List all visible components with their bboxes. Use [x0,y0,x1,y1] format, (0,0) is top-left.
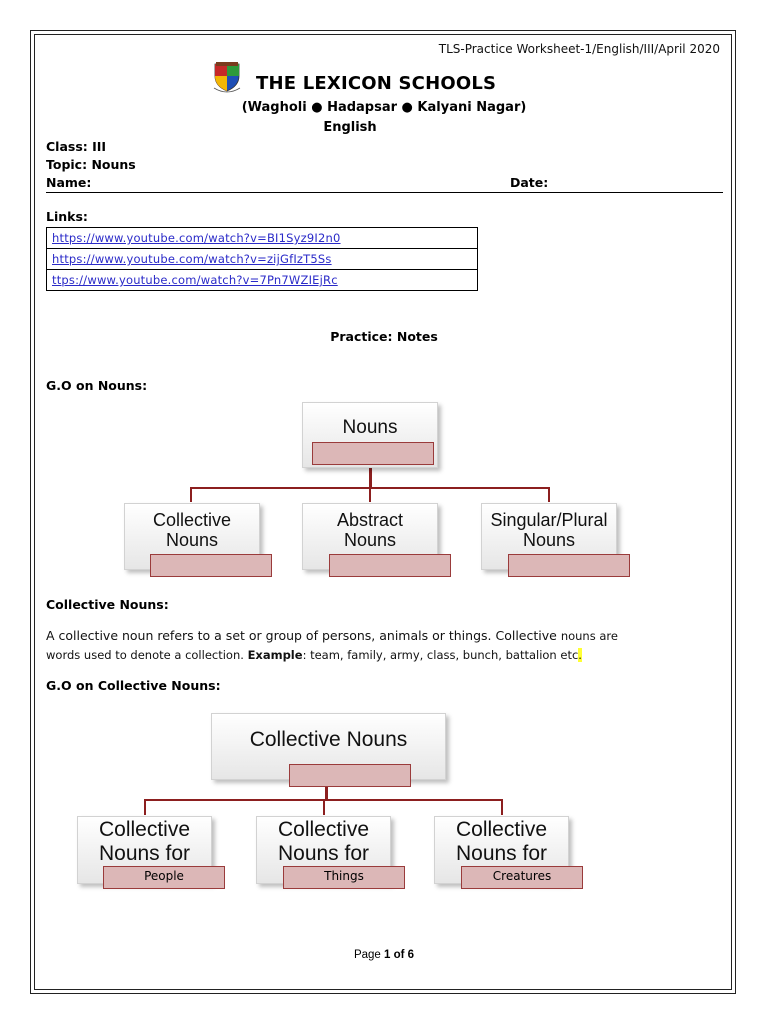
go-collective-label: G.O on Collective Nouns: [46,678,221,693]
page-label: Page [353,949,384,961]
total-pages: 6 [407,949,415,961]
node-tag [289,764,411,787]
header-divider [46,192,723,193]
example-label: Example [247,648,303,662]
topic-line: Topic: Nouns [46,157,136,172]
connector-line [369,467,372,488]
node-label: Singular/Plural Nouns [490,510,608,551]
node-label: Collective Nouns for [277,818,370,865]
worksheet-reference: TLS-Practice Worksheet-1/English/III/April 2020 [438,42,720,56]
connector-line [190,487,192,502]
node-label: Abstract Nouns [336,510,404,551]
node-tag [150,554,272,577]
node-tag [329,554,451,577]
school-name: THE LEXICON SCHOOLS [256,73,497,94]
current-page: 1 [384,949,391,961]
definition-line-2 [46,648,582,662]
table-row [47,270,478,291]
definition-text: words used to denote a collection. [46,648,244,662]
node-label: Nouns [342,417,398,438]
subject-title: English [323,120,377,135]
node-tag [312,442,434,465]
things-tag: Things [283,866,405,889]
node-tag [508,554,630,577]
highlight-mark: . [578,648,582,662]
connector-line [144,799,146,815]
class-line: Class: III [46,139,107,154]
name-label: Name: [46,175,92,190]
definition-line-1 [46,628,618,643]
links-table [46,227,478,291]
go-nouns-label: G.O on Nouns: [46,378,148,393]
node-label: Collective Nouns [249,728,408,751]
connector-line [369,487,371,502]
table-row [47,228,478,249]
page-number [0,949,768,961]
video-link[interactable]: ttps://www.youtube.com/watch?v=7Pn7WZIEjRc [47,270,478,291]
creatures-tag: Creatures [461,866,583,889]
node-label: Collective Nouns [152,510,232,551]
video-link[interactable]: https://www.youtube.com/watch?v=zijGfIzT5Ss [47,249,478,270]
links-label: Links: [46,209,88,224]
campus-list: (Wagholi ● Hadapsar ● Kalyani Nagar) [241,100,527,115]
table-row [47,249,478,270]
node-label: Collective Nouns for [98,818,191,865]
collective-nouns-heading: Collective Nouns: [46,597,169,612]
definition-text: A collective noun refers to a set or group of persons, animals or things. Collective [46,628,557,643]
example-text: : team, family, army, class, bunch, battalion etc [302,648,579,662]
definition-tail: nouns are [560,629,618,643]
school-crest-logo [211,60,243,94]
connector-line [501,799,503,815]
connector-line [323,799,325,815]
page-of: of [390,949,408,961]
practice-heading: Practice: Notes [330,329,438,344]
connector-line [548,487,550,502]
people-tag: People [103,866,225,889]
video-link[interactable]: https://www.youtube.com/watch?v=BI1Syz9I2n0 [47,228,478,249]
date-label: Date: [510,175,549,190]
node-label: Collective Nouns for [455,818,548,865]
